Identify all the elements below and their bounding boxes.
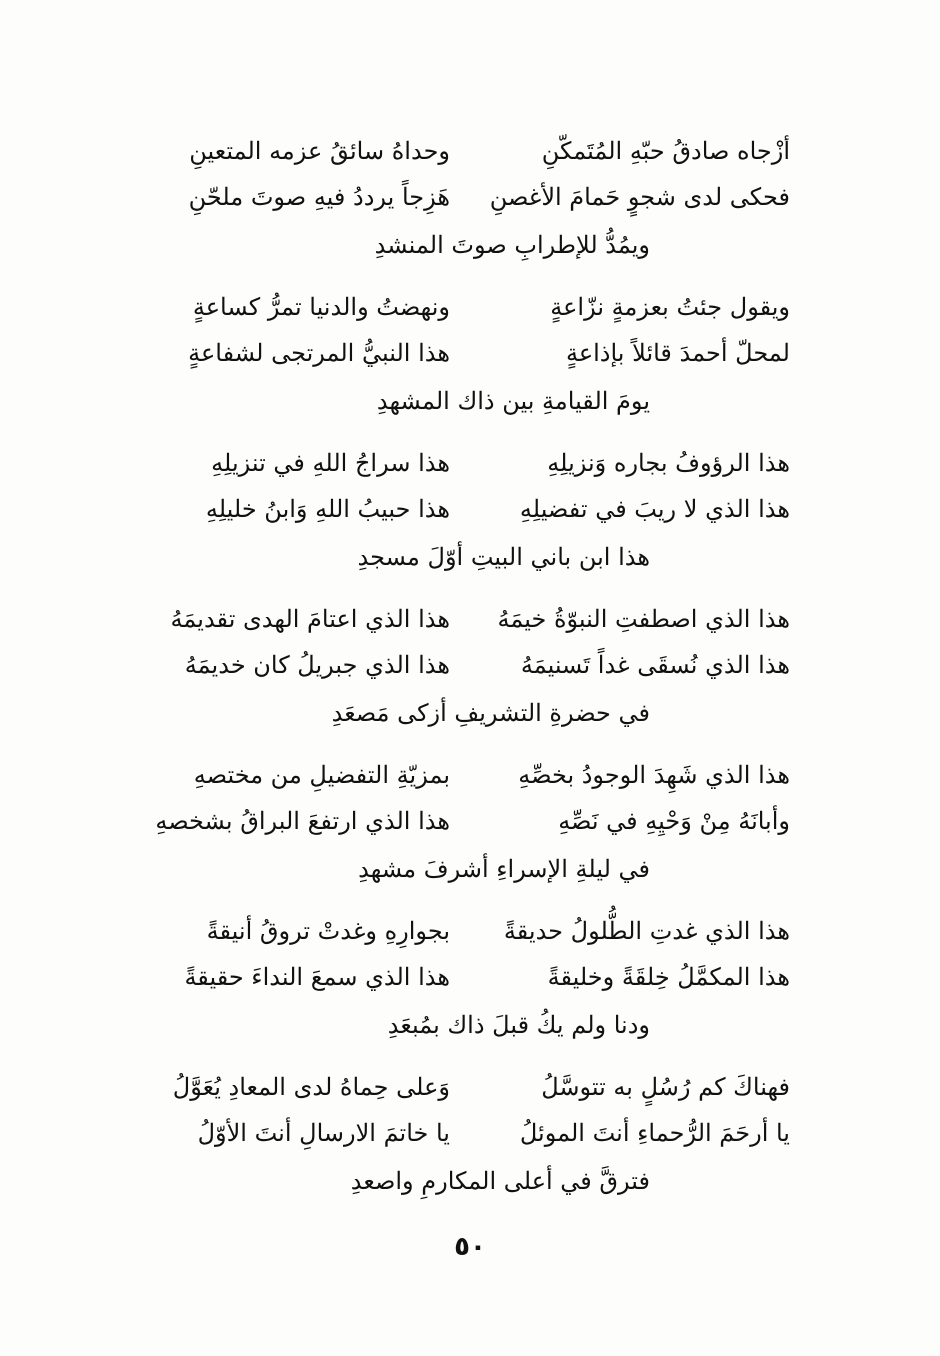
stanza-2	[130, 284, 790, 440]
hemistich-first: فهناكَ كم رُسُلٍ به تتوسَّلُ	[541, 1073, 790, 1101]
hemistich-first: أزْجاه صادقُ حبّهِ المُتَمكّنِ	[541, 137, 790, 165]
verse-line	[130, 284, 790, 330]
hemistich-second: يا خاتمَ الارسالِ أنتَ الأوّلُ	[197, 1119, 450, 1147]
verse-line	[130, 954, 790, 1000]
hemistich-second: هَزِجاً يرددُ فيهِ صوتَ ملحّنِ	[188, 183, 450, 211]
verse-line	[130, 440, 790, 486]
hemistich-first: هذا الذي شَهِدَ الوجودُ بخصِّهِ	[518, 761, 790, 789]
hemistich-second: هذا الذي ارتفعَ البراقُ بشخصهِ	[155, 807, 450, 835]
hemistich-first: هذا الذي نُسقَى غداً تَسنيمَهُ	[520, 651, 790, 679]
stanza-5	[130, 752, 790, 908]
hemistich-first: هذا الذي لا ريبَ في تفضيلِهِ	[519, 495, 790, 523]
refrain-line: في ليلةِ الإسراءِ أشرفَ مشهدِ	[358, 855, 650, 883]
refrain-line: ودنا ولم يكُ قبلَ ذاك بمُبعَدِ	[387, 1011, 650, 1039]
hemistich-first: يا أرحَمَ الرُّحماءِ أنتَ الموئلُ	[519, 1119, 790, 1147]
stanza-6	[130, 908, 790, 1064]
refrain-line: هذا ابن باني البيتِ أوّلَ مسجدِ	[357, 543, 650, 571]
hemistich-second: هذا الذي سمعَ النداءَ حقيقةً	[184, 963, 450, 991]
refrain-line: في حضرةِ التشريفِ أزكى مَصعَدِ	[331, 699, 650, 727]
refrain-line: فترقَّ في أعلى المكارمِ واصعدِ	[350, 1167, 650, 1195]
verse-line	[130, 752, 790, 798]
hemistich-second: بمزيّةِ التفضيلِ من مختصهِ	[193, 761, 450, 789]
hemistich-first: هذا الرؤوفُ بجاره وَنزيلِهِ	[547, 449, 790, 477]
hemistich-first: هذا الذي اصطفتِ النبوّةُ خيمَهُ	[497, 605, 790, 633]
hemistich-second: هذا حبيبُ اللهِ وَابنُ خليلِهِ	[205, 495, 450, 523]
stanza-1	[130, 128, 790, 284]
verse-line	[130, 908, 790, 954]
hemistich-second: بجوارِهِ وغدتْ تروقُ أنيقةً	[206, 917, 450, 945]
hemistich-first: هذا المكمَّلُ خِلقَةً وخليقةً	[547, 963, 790, 991]
hemistich-second: وحداهُ سائقُ عزمه المتعينِ	[189, 137, 450, 165]
verse-line	[130, 128, 790, 174]
verse-line	[130, 486, 790, 532]
hemistich-second: هذا الذي اعتامَ الهدى تقديمَهُ	[170, 605, 450, 633]
hemistich-second: هذا الذي جبريلُ كان خديمَهُ	[184, 651, 450, 679]
refrain-line: ويمُدُّ للإطرابِ صوتَ المنشدِ	[374, 231, 650, 259]
refrain-line: يومَ القيامةِ بين ذاك المشهدِ	[376, 387, 650, 415]
stanza-3	[130, 440, 790, 596]
hemistich-second: هذا النبيُّ المرتجى لشفاعةٍ	[188, 339, 450, 367]
hemistich-first: هذا الذي غدتِ الطُّلولُ حديقةً	[503, 917, 790, 945]
hemistich-second: ونهضتُ والدنيا تمرُّ كساعةٍ	[192, 293, 450, 321]
verse-line	[130, 596, 790, 642]
stanza-7	[130, 1064, 790, 1220]
verse-line	[130, 642, 790, 688]
hemistich-first: فحكى لدى شجوٍ حَمامَ الأغصنِ	[489, 183, 790, 211]
verse-line	[130, 798, 790, 844]
hemistich-second: هذا سراجُ اللهِ في تنزيلِهِ	[211, 449, 450, 477]
hemistich-second: وَعلى حِماهُ لدى المعادِ يُعَوَّلُ	[172, 1073, 450, 1101]
verse-line	[130, 174, 790, 220]
verse-line	[130, 1110, 790, 1156]
hemistich-first: لمحلّ أحمدَ قائلاً بإذاعةٍ	[565, 339, 790, 367]
verse-line	[130, 330, 790, 376]
verse-line	[130, 1064, 790, 1110]
poem-body	[130, 128, 790, 1220]
stanza-4	[130, 596, 790, 752]
page-number: ٥٠	[454, 1232, 486, 1262]
hemistich-first: وأبانَهُ مِنْ وَحْيِهِ في نَصِّهِ	[558, 807, 790, 835]
hemistich-first: ويقول جئتُ بعزمةٍ نزّاعةٍ	[550, 293, 790, 321]
